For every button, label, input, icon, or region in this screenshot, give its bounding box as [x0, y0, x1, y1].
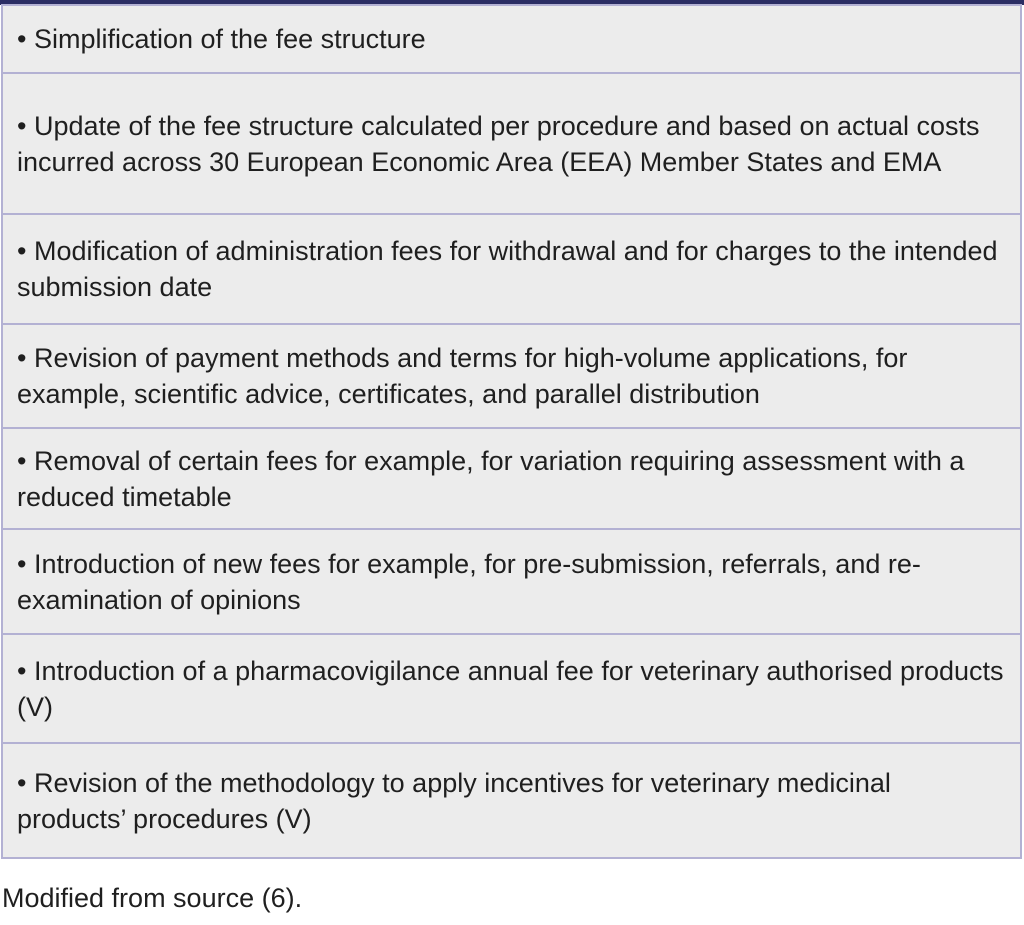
table-row — [2, 73, 1021, 214]
table-caption: Modified from source (6). — [2, 883, 303, 913]
table-row — [2, 428, 1021, 529]
table-cell: • Introduction of a pharmacovigilance annual fee for veterinary authorised products (V) — [2, 634, 1021, 743]
table-cell: • Removal of certain fees for example, for variation requiring assessment with a reduced timetable — [2, 428, 1021, 529]
table-row — [2, 743, 1021, 858]
table-cell: • Update of the fee structure calculated per procedure and based on actual costs incurred across 30 European Economic Area (EEA) Member States and EMA — [2, 73, 1021, 214]
table-row — [2, 529, 1021, 634]
table-row — [2, 5, 1021, 73]
table-cell: • Revision of payment methods and terms for high-volume applications, for example, scientific advice, certificates, and parallel distribution — [2, 324, 1021, 428]
table-row — [2, 214, 1021, 324]
table-cell: • Introduction of new fees for example, for pre-submission, referrals, and re-examination of opinions — [2, 529, 1021, 634]
table-cell: • Modification of administration fees for withdrawal and for charges to the intended submission date — [2, 214, 1021, 324]
fee-changes-table — [1, 4, 1022, 859]
table-row — [2, 324, 1021, 428]
table-cell: • Revision of the methodology to apply incentives for veterinary medicinal products’ procedures (V) — [2, 743, 1021, 858]
table-cell: • Simplification of the fee structure — [2, 5, 1021, 73]
table-row — [2, 634, 1021, 743]
